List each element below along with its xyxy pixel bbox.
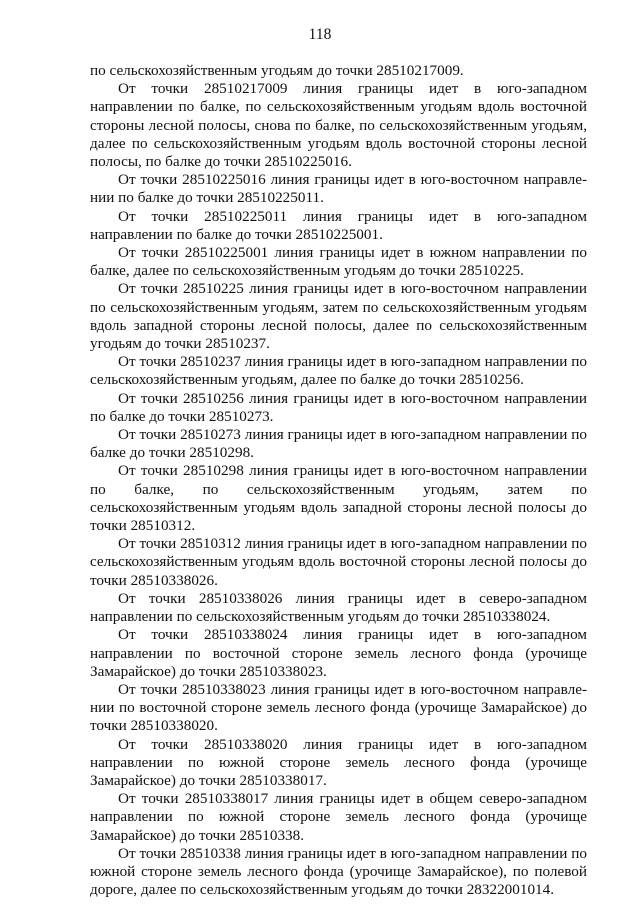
paragraph: От точки 28510338 линия границы идет в юго-западном направлении по южной стороне земель лесного фонда (урочище Замарайское), по полевой дороге, далее по сельскохозяйственным угодьям до точки 28322001014. — [90, 844, 587, 899]
paragraph: От точки 28510237 линия границы идет в юго-западном направлении по сельскохозяйственным угодьям, далее по балке до точки 28510256. — [90, 353, 587, 389]
paragraph-continuation: по сельскохозяйственным угодьям до точки 28510217009. — [90, 62, 464, 79]
paragraph: От точки 28510225016 линия границы идет в юго-восточном направлении по балке до точки 28510225011. — [90, 171, 587, 207]
paragraph: От точки 28510338017 линия границы идет в общем северо-западном направлении по южной стороне земель лесного фонда (урочище Замарайское) до точки 28510338. — [90, 790, 587, 844]
paragraph: От точки 28510338023 линия границы идет в юго-восточном направлении по восточной стороне земель лесного фонда (урочище Замарайское) до точки 28510338020. — [90, 680, 587, 735]
page-number: 118 — [308, 26, 332, 43]
paragraph: От точки 28510225 линия границы идет в юго-восточном направлении по сельскохозяйственным угодьям, затем по сельскохозяйственным угодьям вдоль западной стороны лесной полосы, далее по сельскохозяйственным угодьям до точки 28510237. — [90, 280, 587, 353]
paragraph: От точки 28510225011 линия границы идет в юго-западном направлении по балке до точки 28510225001. — [90, 207, 587, 243]
paragraph: От точки 28510256 линия границы идет в юго-восточном направлении по балке до точки 28510273. — [90, 389, 587, 425]
paragraph: От точки 28510312 линия границы идет в юго-западном направлении по сельскохозяйственным угодьям вдоль восточной стороны лесной полосы до точки 28510338026. — [90, 535, 587, 589]
paragraph: От точки 28510338020 линия границы идет в юго-западном направлении по южной стороне земель лесного фонда (урочище Замарайское) до точки 28510338017. — [90, 735, 587, 789]
paragraph: От точки 28510217009 линия границы идет в юго-западном направлении по балке, по сельскохозяйственным угодьям вдоль восточной стороны лесной полосы, снова по балке, по сельскохозяйственным угодьям, далее по сельскохозяйственным угодьям вдоль восточной стороны лесной полосы, по балке до точки 28510225016. — [90, 80, 587, 171]
document-body — [90, 62, 587, 899]
paragraph: От точки 28510298 линия границы идет в юго-восточном направлении по балке, по сельскохозяйственным угодьям, затем по сельскохозяйственным угодьям вдоль западной стороны лесной полосы до точки 28510312. — [90, 462, 587, 535]
paragraph: От точки 28510225001 линия границы идет в южном направлении по балке, далее по сельскохозяйственным угодьям до точки 28510225. — [90, 244, 587, 280]
paragraph: От точки 28510338026 линия границы идет в северо-западном направлении по сельскохозяйственным угодьям до точки 28510338024. — [90, 589, 587, 626]
paragraph: От точки 28510273 линия границы идет в юго-западном направлении по балке до точки 28510298. — [90, 426, 587, 462]
paragraph: От точки 28510338024 линия границы идет в юго-западном направлении по восточной стороне земель лесного фонда (урочище Замарайское) до точки 28510338023. — [90, 626, 587, 680]
